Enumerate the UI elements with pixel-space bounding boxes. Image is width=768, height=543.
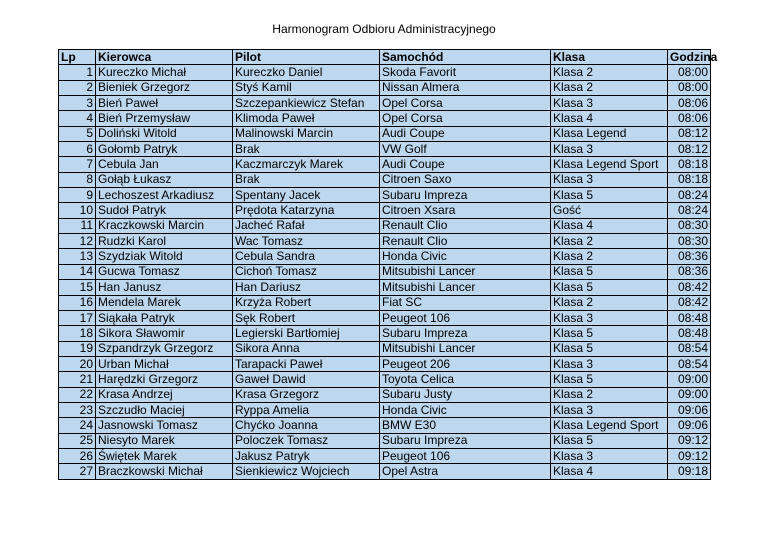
cell-lp: 3 (59, 96, 96, 111)
cell-samochod: Honda Civic (380, 402, 551, 417)
cell-klasa: Gość (551, 203, 668, 218)
cell-samochod: Peugeot 106 (380, 448, 551, 463)
cell-klasa: Klasa 3 (551, 310, 668, 325)
cell-godzina: 08:54 (668, 341, 711, 356)
cell-pilot: Chyćko Joanna (233, 418, 380, 433)
cell-pilot: Malinowski Marcin (233, 126, 380, 141)
cell-klasa: Klasa 2 (551, 295, 668, 310)
cell-samochod: Audi Coupe (380, 157, 551, 172)
cell-pilot: Sienkiewicz Wojciech (233, 464, 380, 479)
cell-lp: 15 (59, 280, 96, 295)
cell-godzina: 08:48 (668, 310, 711, 325)
cell-godzina: 09:06 (668, 402, 711, 417)
cell-kierowca: Bień Przemysław (96, 111, 233, 126)
cell-kierowca: Braczkowski Michał (96, 464, 233, 479)
cell-kierowca: Sikora Sławomir (96, 326, 233, 341)
cell-kierowca: Urban Michał (96, 356, 233, 371)
cell-godzina: 08:36 (668, 264, 711, 279)
cell-pilot: Jakusz Patryk (233, 448, 380, 463)
cell-godzina: 08:30 (668, 234, 711, 249)
cell-klasa: Klasa 3 (551, 172, 668, 187)
cell-lp: 5 (59, 126, 96, 141)
header-pilot: Pilot (233, 50, 380, 65)
cell-lp: 25 (59, 433, 96, 448)
cell-kierowca: Rudzki Karol (96, 234, 233, 249)
table-row (59, 80, 711, 95)
cell-pilot: Krzyża Robert (233, 295, 380, 310)
cell-pilot: Legierski Bartłomiej (233, 326, 380, 341)
cell-godzina: 08:36 (668, 249, 711, 264)
cell-lp: 20 (59, 356, 96, 371)
cell-klasa: Klasa 2 (551, 234, 668, 249)
cell-samochod: Renault Clio (380, 234, 551, 249)
cell-samochod: Subaru Impreza (380, 188, 551, 203)
cell-kierowca: Szydziak Witold (96, 249, 233, 264)
cell-klasa: Klasa 5 (551, 326, 668, 341)
table-row (59, 126, 711, 141)
cell-pilot: Brak (233, 172, 380, 187)
cell-lp: 17 (59, 310, 96, 325)
cell-samochod: Opel Astra (380, 464, 551, 479)
cell-klasa: Klasa 3 (551, 356, 668, 371)
cell-godzina: 09:06 (668, 418, 711, 433)
cell-lp: 13 (59, 249, 96, 264)
document-title: Harmonogram Odbioru Administracyjnego (272, 22, 496, 36)
cell-lp: 23 (59, 402, 96, 417)
cell-klasa: Klasa 5 (551, 280, 668, 295)
cell-kierowca: Cebula Jan (96, 157, 233, 172)
cell-samochod: Peugeot 106 (380, 310, 551, 325)
cell-klasa: Klasa 2 (551, 249, 668, 264)
cell-godzina: 09:12 (668, 448, 711, 463)
cell-klasa: Klasa Legend Sport (551, 418, 668, 433)
cell-klasa: Klasa 5 (551, 264, 668, 279)
cell-pilot: Han Dariusz (233, 280, 380, 295)
cell-godzina: 08:42 (668, 280, 711, 295)
cell-godzina: 08:12 (668, 126, 711, 141)
cell-godzina: 08:24 (668, 188, 711, 203)
cell-lp: 10 (59, 203, 96, 218)
cell-lp: 26 (59, 448, 96, 463)
table-row (59, 418, 711, 433)
cell-godzina: 08:00 (668, 65, 711, 80)
header-kierowca: Kierowca (96, 50, 233, 65)
table-row (59, 464, 711, 479)
cell-lp: 11 (59, 218, 96, 233)
cell-samochod: BMW E30 (380, 418, 551, 433)
cell-kierowca: Mendela Marek (96, 295, 233, 310)
table-row (59, 111, 711, 126)
schedule-table (58, 49, 718, 480)
table-row (59, 372, 711, 387)
cell-lp: 4 (59, 111, 96, 126)
cell-samochod: Audi Coupe (380, 126, 551, 141)
table-row (59, 341, 711, 356)
table-row (59, 172, 711, 187)
cell-kierowca: Szczudło Maciej (96, 402, 233, 417)
cell-lp: 7 (59, 157, 96, 172)
table-row (59, 433, 711, 448)
cell-lp: 1 (59, 65, 96, 80)
cell-pilot: Spentany Jacek (233, 188, 380, 203)
table-row (59, 448, 711, 463)
cell-samochod: Citroen Xsara (380, 203, 551, 218)
table-row (59, 356, 711, 371)
cell-godzina: 09:00 (668, 372, 711, 387)
cell-samochod: Peugeot 206 (380, 356, 551, 371)
cell-kierowca: Niesyto Marek (96, 433, 233, 448)
cell-kierowca: Gołąb Łukasz (96, 172, 233, 187)
cell-godzina: 08:00 (668, 80, 711, 95)
cell-godzina: 08:42 (668, 295, 711, 310)
table-row (59, 142, 711, 157)
cell-pilot: Kureczko Daniel (233, 65, 380, 80)
header-klasa: Klasa (551, 50, 668, 65)
table-row (59, 310, 711, 325)
schedule-table-container (58, 49, 718, 481)
cell-pilot: Wac Tomasz (233, 234, 380, 249)
cell-kierowca: Krasa Andrzej (96, 387, 233, 402)
cell-klasa: Klasa 4 (551, 111, 668, 126)
cell-godzina: 08:30 (668, 218, 711, 233)
cell-godzina: 08:18 (668, 172, 711, 187)
cell-pilot: Jacheć Rafał (233, 218, 380, 233)
cell-pilot: Styś Kamil (233, 80, 380, 95)
cell-klasa: Klasa 4 (551, 218, 668, 233)
cell-pilot: Klimoda Paweł (233, 111, 380, 126)
table-row (59, 218, 711, 233)
cell-pilot: Kaczmarczyk Marek (233, 157, 380, 172)
cell-kierowca: Świętek Marek (96, 448, 233, 463)
table-row (59, 96, 711, 111)
cell-lp: 19 (59, 341, 96, 356)
cell-klasa: Klasa 2 (551, 387, 668, 402)
table-body (59, 65, 711, 479)
cell-klasa: Klasa 5 (551, 188, 668, 203)
cell-lp: 9 (59, 188, 96, 203)
table-row (59, 157, 711, 172)
cell-klasa: Klasa 3 (551, 142, 668, 157)
cell-samochod: Mitsubishi Lancer (380, 264, 551, 279)
cell-kierowca: Han Janusz (96, 280, 233, 295)
cell-godzina: 09:12 (668, 433, 711, 448)
cell-samochod: Subaru Impreza (380, 326, 551, 341)
cell-lp: 8 (59, 172, 96, 187)
cell-lp: 12 (59, 234, 96, 249)
cell-kierowca: Gołomb Patryk (96, 142, 233, 157)
cell-klasa: Klasa 2 (551, 80, 668, 95)
header-godzina: Godzina (668, 50, 711, 65)
header-samochod: Samochód (380, 50, 551, 65)
cell-kierowca: Bień Paweł (96, 96, 233, 111)
cell-kierowca: Siąkała Patryk (96, 310, 233, 325)
cell-lp: 18 (59, 326, 96, 341)
cell-klasa: Klasa 5 (551, 372, 668, 387)
cell-lp: 21 (59, 372, 96, 387)
table-row (59, 234, 711, 249)
table-row (59, 188, 711, 203)
cell-kierowca: Lechoszest Arkadiusz (96, 188, 233, 203)
header-lp: Lp (59, 50, 96, 65)
cell-pilot: Tarapacki Paweł (233, 356, 380, 371)
cell-samochod: Subaru Justy (380, 387, 551, 402)
cell-godzina: 08:54 (668, 356, 711, 371)
table-row (59, 295, 711, 310)
table-row (59, 280, 711, 295)
cell-pilot: Prędota Katarzyna (233, 203, 380, 218)
cell-klasa: Klasa 3 (551, 402, 668, 417)
cell-godzina: 08:06 (668, 111, 711, 126)
cell-samochod: Nissan Almera (380, 80, 551, 95)
table-header-row (59, 50, 711, 65)
cell-pilot: Krasa Grzegorz (233, 387, 380, 402)
cell-pilot: Sęk Robert (233, 310, 380, 325)
cell-lp: 6 (59, 142, 96, 157)
cell-lp: 16 (59, 295, 96, 310)
cell-samochod: Skoda Favorit (380, 65, 551, 80)
cell-pilot: Sikora Anna (233, 341, 380, 356)
cell-klasa: Klasa Legend Sport (551, 157, 668, 172)
cell-samochod: Mitsubishi Lancer (380, 341, 551, 356)
cell-klasa: Klasa 4 (551, 464, 668, 479)
table-row (59, 249, 711, 264)
cell-pilot: Cichoń Tomasz (233, 264, 380, 279)
cell-kierowca: Jasnowski Tomasz (96, 418, 233, 433)
cell-klasa: Klasa 5 (551, 433, 668, 448)
cell-lp: 22 (59, 387, 96, 402)
cell-samochod: Toyota Celica (380, 372, 551, 387)
cell-godzina: 08:48 (668, 326, 711, 341)
cell-samochod: Mitsubishi Lancer (380, 280, 551, 295)
cell-klasa: Klasa 2 (551, 65, 668, 80)
cell-lp: 27 (59, 464, 96, 479)
cell-samochod: Opel Corsa (380, 111, 551, 126)
cell-samochod: Subaru Impreza (380, 433, 551, 448)
cell-samochod: Citroen Saxo (380, 172, 551, 187)
cell-samochod: VW Golf (380, 142, 551, 157)
cell-godzina: 08:12 (668, 142, 711, 157)
cell-kierowca: Gucwa Tomasz (96, 264, 233, 279)
table-row (59, 402, 711, 417)
cell-kierowca: Kraczkowski Marcin (96, 218, 233, 233)
table-row (59, 264, 711, 279)
table-row (59, 65, 711, 80)
cell-kierowca: Kureczko Michał (96, 65, 233, 80)
cell-klasa: Klasa 3 (551, 448, 668, 463)
cell-kierowca: Harędzki Grzegorz (96, 372, 233, 387)
cell-klasa: Klasa 5 (551, 341, 668, 356)
cell-godzina: 08:24 (668, 203, 711, 218)
cell-pilot: Gaweł Dawid (233, 372, 380, 387)
cell-godzina: 09:18 (668, 464, 711, 479)
cell-pilot: Brak (233, 142, 380, 157)
cell-lp: 24 (59, 418, 96, 433)
cell-kierowca: Bieniek Grzegorz (96, 80, 233, 95)
table-row (59, 387, 711, 402)
cell-pilot: Cebula Sandra (233, 249, 380, 264)
cell-godzina: 08:18 (668, 157, 711, 172)
table-row (59, 326, 711, 341)
cell-samochod: Opel Corsa (380, 96, 551, 111)
cell-klasa: Klasa 3 (551, 96, 668, 111)
cell-samochod: Fiat SC (380, 295, 551, 310)
cell-samochod: Renault Clio (380, 218, 551, 233)
cell-kierowca: Sudoł Patryk (96, 203, 233, 218)
cell-lp: 2 (59, 80, 96, 95)
cell-klasa: Klasa Legend (551, 126, 668, 141)
cell-kierowca: Szpandrzyk Grzegorz (96, 341, 233, 356)
cell-kierowca: Doliński Witold (96, 126, 233, 141)
cell-pilot: Szczepankiewicz Stefan (233, 96, 380, 111)
cell-pilot: Ryppa Amelia (233, 402, 380, 417)
cell-samochod: Honda Civic (380, 249, 551, 264)
cell-godzina: 09:00 (668, 387, 711, 402)
cell-lp: 14 (59, 264, 96, 279)
cell-pilot: Poloczek Tomasz (233, 433, 380, 448)
cell-godzina: 08:06 (668, 96, 711, 111)
table-row (59, 203, 711, 218)
